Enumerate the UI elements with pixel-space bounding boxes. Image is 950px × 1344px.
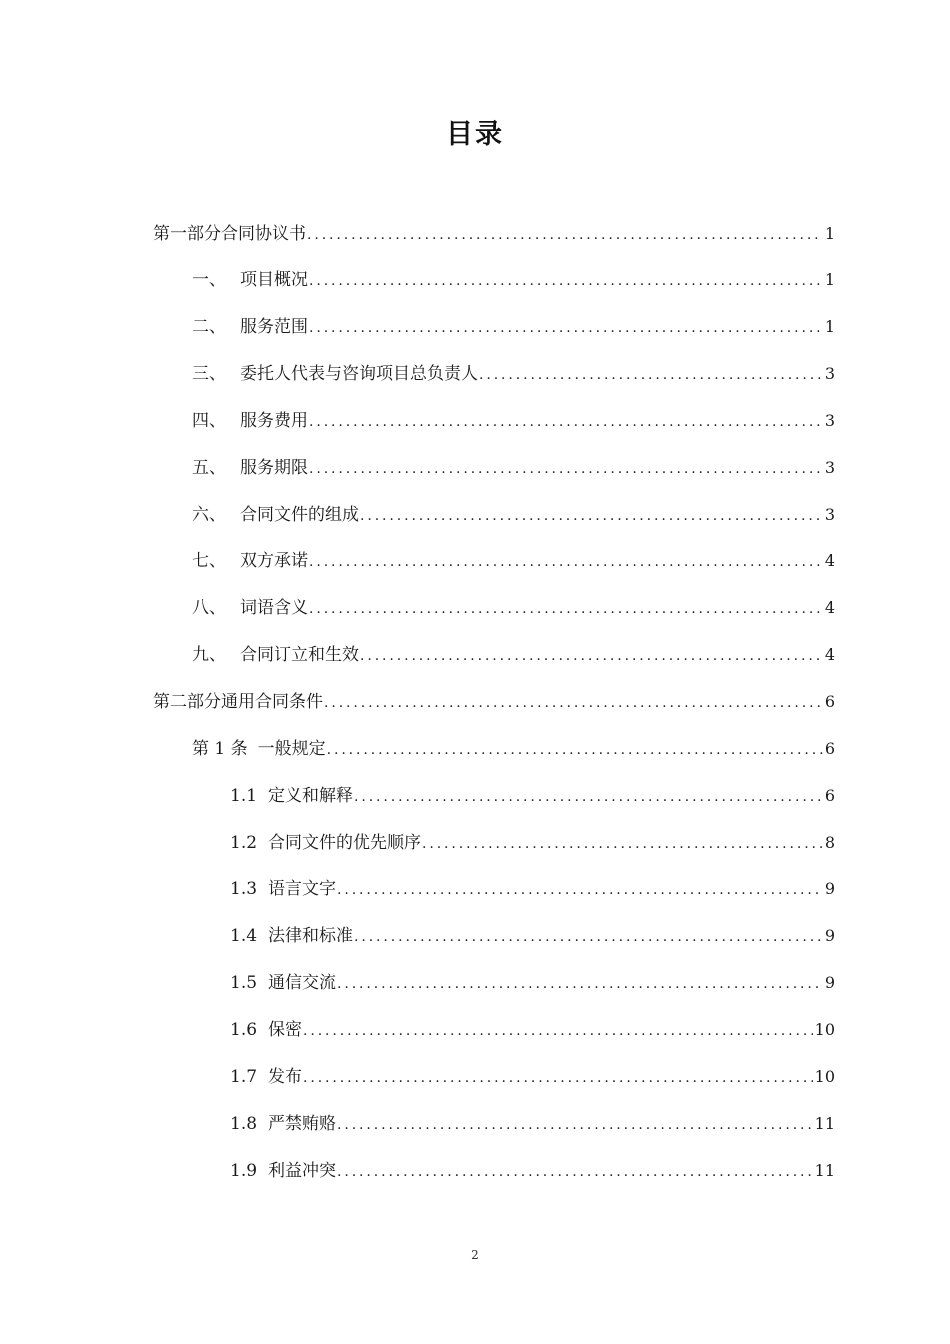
toc-entry-page: 6: [824, 692, 835, 711]
toc-leader-dots: [337, 877, 823, 903]
toc-entry-text: 委托人代表与咨询项目总负责人: [240, 364, 478, 384]
toc-leader-dots: [303, 1018, 813, 1044]
toc-entry-text: 服务期限: [240, 458, 308, 478]
toc-entry-part-2[interactable]: [153, 689, 835, 715]
toc-leader-dots: [360, 503, 823, 529]
toc-leader-dots: [479, 362, 823, 388]
toc-entry-definitions[interactable]: [192, 595, 835, 621]
toc-entry-page: 10: [814, 1067, 835, 1086]
toc-entry-number: 九、: [192, 645, 226, 665]
toc-entry-page: 3: [824, 458, 835, 477]
toc-entry-number: 1.5: [230, 973, 258, 993]
toc-entry-number: 三、: [192, 364, 226, 384]
toc-entry-page: 11: [814, 1161, 835, 1180]
toc-entry-number: 1.9: [230, 1161, 258, 1181]
toc-entry-page: 4: [824, 551, 835, 570]
toc-entry-project-overview[interactable]: [192, 267, 835, 293]
page-title: 目录: [446, 119, 504, 150]
toc-entry-1-2[interactable]: [230, 830, 835, 856]
toc-entry-1-6[interactable]: [230, 1017, 835, 1043]
toc-entry-text: 保密: [268, 1020, 302, 1040]
toc-entry-page: 6: [824, 786, 835, 805]
toc-entry-number: 1.8: [230, 1114, 258, 1134]
toc-leader-dots: [309, 409, 823, 435]
toc-leader-dots: [337, 971, 823, 997]
toc-entry-page: 10: [814, 1020, 835, 1039]
toc-entry-number: 1.7: [230, 1067, 258, 1087]
toc-leader-dots: [309, 549, 823, 575]
toc-entry-number: 一、: [192, 270, 226, 290]
toc-entry-number: 二、: [192, 317, 226, 337]
toc-entry-number: 1.1: [230, 786, 258, 806]
toc-entry-number: 七、: [192, 551, 226, 571]
toc-entry-1-3[interactable]: [230, 876, 835, 902]
toc-leader-dots: [309, 596, 823, 622]
toc-entry-effectiveness[interactable]: [192, 642, 835, 668]
toc-entry-text: 定义和解释: [268, 786, 353, 806]
toc-entry-number: 1.3: [230, 879, 258, 899]
toc-entry-text: 项目概况: [240, 270, 308, 290]
toc-entry-service-fees[interactable]: [192, 408, 835, 434]
toc-leader-dots: [309, 315, 823, 341]
toc-leader-dots: [309, 268, 823, 294]
toc-entry-text: 合同订立和生效: [240, 645, 359, 665]
toc-entry-number: 五、: [192, 458, 226, 478]
toc-entry-page: 8: [824, 833, 835, 852]
toc-entry-page: 1: [824, 224, 835, 243]
toc-entry-page: 4: [824, 645, 835, 664]
toc-entry-text: 利益冲突: [268, 1161, 336, 1181]
toc-entry-text: 第一部分合同协议书: [153, 224, 306, 244]
toc-entry-number: 1.4: [230, 926, 258, 946]
toc-entry-page: 1: [824, 270, 835, 289]
toc-entry-page: 4: [824, 598, 835, 617]
toc-entry-text: 合同文件的组成: [240, 505, 359, 525]
toc-leader-dots: [307, 222, 823, 248]
toc-entry-number: 1.2: [230, 833, 258, 853]
toc-entry-text: 严禁贿赂: [268, 1114, 336, 1134]
toc-leader-dots: [324, 690, 823, 716]
toc-entry-1-8[interactable]: [230, 1111, 835, 1137]
toc-entry-1-4[interactable]: [230, 923, 835, 949]
toc-entry-page: 3: [824, 411, 835, 430]
toc-entry-text: 第二部分通用合同条件: [153, 692, 323, 712]
toc-leader-dots: [354, 784, 823, 810]
toc-entry-page: 9: [824, 879, 835, 898]
toc-entry-article-1[interactable]: [192, 736, 835, 762]
toc-entry-text: 服务费用: [240, 411, 308, 431]
toc-entry-page: 9: [824, 926, 835, 945]
toc-entry-number: 四、: [192, 411, 226, 431]
toc-entry-page: 11: [814, 1114, 835, 1133]
toc-entry-number: 六、: [192, 505, 226, 525]
toc-entry-number: 1.6: [230, 1020, 258, 1040]
page-number: 2: [471, 1248, 479, 1262]
toc-leader-dots: [360, 643, 823, 669]
toc-entry-text: 双方承诺: [240, 551, 308, 571]
toc-entry-representatives[interactable]: [192, 361, 835, 387]
toc-entry-text: 一般规定: [257, 739, 326, 759]
toc-leader-dots: [303, 1065, 813, 1091]
toc-entry-contract-documents[interactable]: [192, 502, 835, 528]
toc-leader-dots: [327, 737, 823, 763]
toc-leader-dots: [309, 456, 823, 482]
toc-entry-1-1[interactable]: [230, 783, 835, 809]
toc-entry-text: 语言文字: [268, 879, 336, 899]
toc-entry-page: 3: [824, 364, 835, 383]
toc-entry-1-9[interactable]: [230, 1158, 835, 1184]
toc-entry-page: 1: [824, 317, 835, 336]
toc-leader-dots: [354, 924, 823, 950]
toc-entry-text: 服务范围: [240, 317, 308, 337]
toc-entry-commitments[interactable]: [192, 548, 835, 574]
toc-entry-part-1[interactable]: [153, 221, 835, 247]
toc-entry-service-period[interactable]: [192, 455, 835, 481]
toc-entry-text: 法律和标准: [268, 926, 353, 946]
toc-entry-text: 发布: [268, 1067, 302, 1087]
toc-entry-text: 合同文件的优先顺序: [268, 833, 421, 853]
toc-entry-1-5[interactable]: [230, 970, 835, 996]
toc-leader-dots: [337, 1112, 813, 1138]
toc-entry-1-7[interactable]: [230, 1064, 835, 1090]
toc-leader-dots: [337, 1159, 813, 1185]
toc-entry-page: 9: [824, 973, 835, 992]
toc-entry-page: 3: [824, 505, 835, 524]
toc-entry-number: 第 1 条: [192, 739, 248, 759]
toc-entry-number: 八、: [192, 598, 226, 618]
toc-entry-page: 6: [824, 739, 835, 758]
toc-entry-text: 词语含义: [240, 598, 308, 618]
toc-leader-dots: [422, 831, 823, 857]
toc-entry-service-scope[interactable]: [192, 314, 835, 340]
toc-entry-text: 通信交流: [268, 973, 336, 993]
